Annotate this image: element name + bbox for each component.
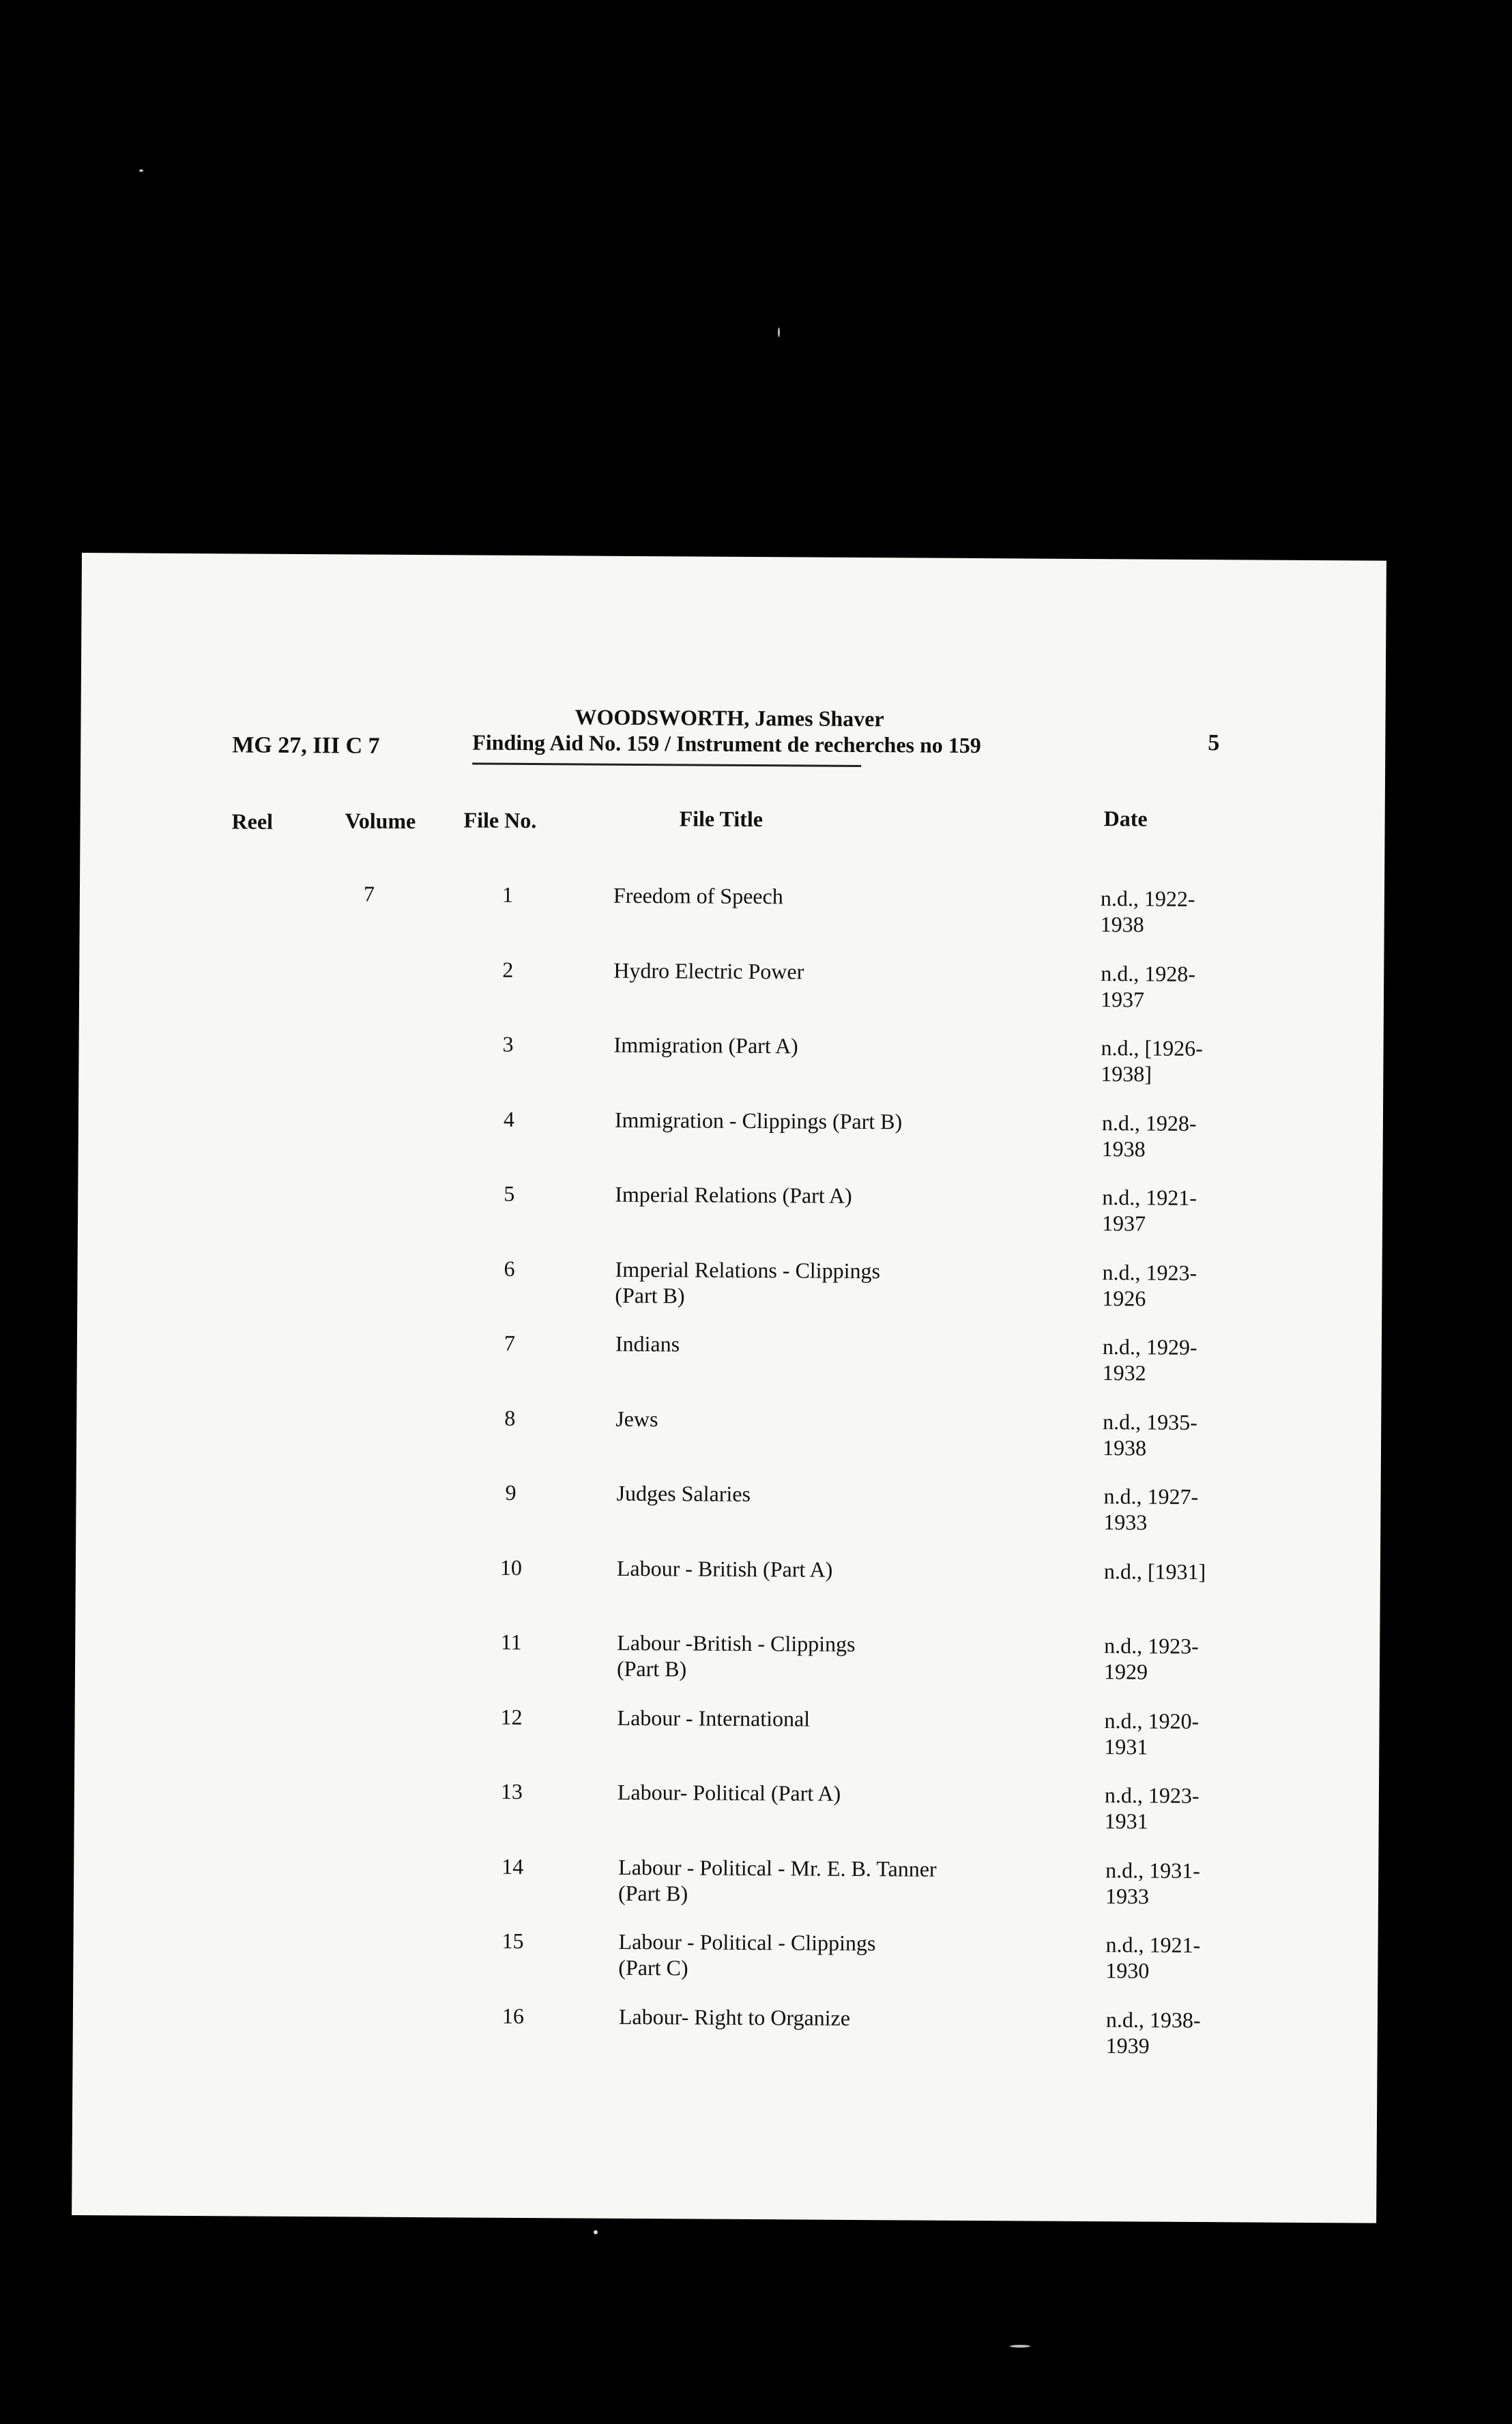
file-number: 4 [503,1106,515,1131]
table-row [74,1701,1380,1783]
file-number: 13 [500,1778,523,1804]
column-header-file-no: File No. [463,807,537,833]
scan-speck [778,328,780,337]
file-title: Freedom of Speech [613,882,783,909]
table-row [73,1925,1378,2007]
collection-reference: MG 27, III C 7 [232,732,380,759]
file-number: 6 [504,1256,515,1281]
finding-aid-title: Finding Aid No. 159 / Instrument de recherches no 159 [472,730,981,758]
file-date: n.d., [1931] [1103,1559,1206,1585]
file-title: Immigration (Part A) [613,1032,798,1058]
file-date: n.d., 1921- 1937 [1101,1185,1197,1236]
table-row [79,954,1384,1036]
table-row [74,1851,1379,1933]
file-title: Labour - International [617,1705,811,1731]
file-title: Labour -British - Clippings (Part B) [616,1630,856,1682]
file-number: 1 [501,882,514,907]
file-number: 5 [504,1181,515,1206]
page-number: 5 [1208,730,1220,756]
file-title: Jews [615,1406,658,1432]
table-row [76,1477,1381,1559]
table-row [76,1327,1382,1409]
file-date: n.d., 1920- 1931 [1104,1708,1200,1759]
table-row [72,2000,1378,2082]
file-number: 7 [504,1330,516,1355]
file-title: Hydro Electric Power [613,957,804,984]
file-number: 10 [499,1555,523,1580]
table-row [78,1103,1383,1185]
table-row [74,1776,1379,1858]
file-number: 11 [500,1629,522,1654]
file-date: n.d., 1921- 1930 [1105,1932,1201,1983]
file-date: n.d., 1922- 1938 [1100,886,1195,937]
column-header-reel: Reel [231,809,274,834]
column-header-file-title: File Title [679,806,764,832]
file-number: 3 [502,1031,514,1056]
file-date: n.d., 1928- 1938 [1101,1110,1197,1162]
file-title: Judges Salaries [616,1480,751,1507]
table-row [76,1402,1382,1484]
file-date: n.d., 1927- 1933 [1103,1484,1199,1535]
table-row [78,1028,1384,1110]
file-date: n.d., 1923- 1929 [1103,1633,1200,1684]
file-number: 16 [501,2003,525,2028]
file-date: n.d., [1926- 1938] [1101,1035,1204,1086]
file-number: 14 [501,1853,524,1879]
column-header-volume: Volume [345,808,416,833]
file-number: 8 [504,1405,516,1430]
file-title: Imperial Relations (Part A) [615,1181,852,1208]
scan-speck [139,169,143,172]
file-title: Labour - Political - Clippings (Part C) [618,1929,876,1980]
column-header-date: Date [1103,806,1148,831]
file-title: Labour - Political - Mr. E. B. Tanner (Part B) [617,1854,937,1906]
file-date: n.d., 1938- 1939 [1105,2007,1201,2058]
file-title: Labour- Right to Organize [618,2004,851,2030]
file-date: n.d., 1923- 1931 [1104,1783,1200,1834]
person-name: WOODSWORTH, James Shaver [575,704,884,732]
table-row [75,1552,1380,1634]
file-number: 12 [500,1704,523,1729]
file-date: n.d., 1929- 1932 [1102,1334,1197,1385]
file-list [72,553,1386,2223]
file-title: Immigration - Clippings (Part B) [614,1107,903,1134]
file-number: 15 [501,1928,524,1953]
file-number: 2 [502,957,514,982]
file-date: n.d., 1923- 1926 [1102,1260,1197,1311]
file-title: Indians [615,1331,680,1357]
file-date: n.d., 1928- 1937 [1100,961,1196,1012]
table-row [79,879,1384,961]
table-row [78,1178,1383,1260]
file-title: Labour - British (Part A) [616,1555,833,1582]
volume-number: 7 [363,881,375,906]
table-row [75,1626,1380,1708]
scan-speck [594,2230,598,2234]
file-date: n.d., 1931- 1933 [1105,1858,1201,1909]
file-date: n.d., 1935- 1938 [1102,1409,1198,1460]
file-title: Labour- Political (Part A) [617,1779,841,1806]
document-page [72,553,1386,2223]
file-title: Imperial Relations - Clippings (Part B) [615,1256,881,1308]
file-number: 9 [505,1480,517,1505]
table-row [77,1253,1382,1335]
scan-speck [1010,2345,1030,2348]
